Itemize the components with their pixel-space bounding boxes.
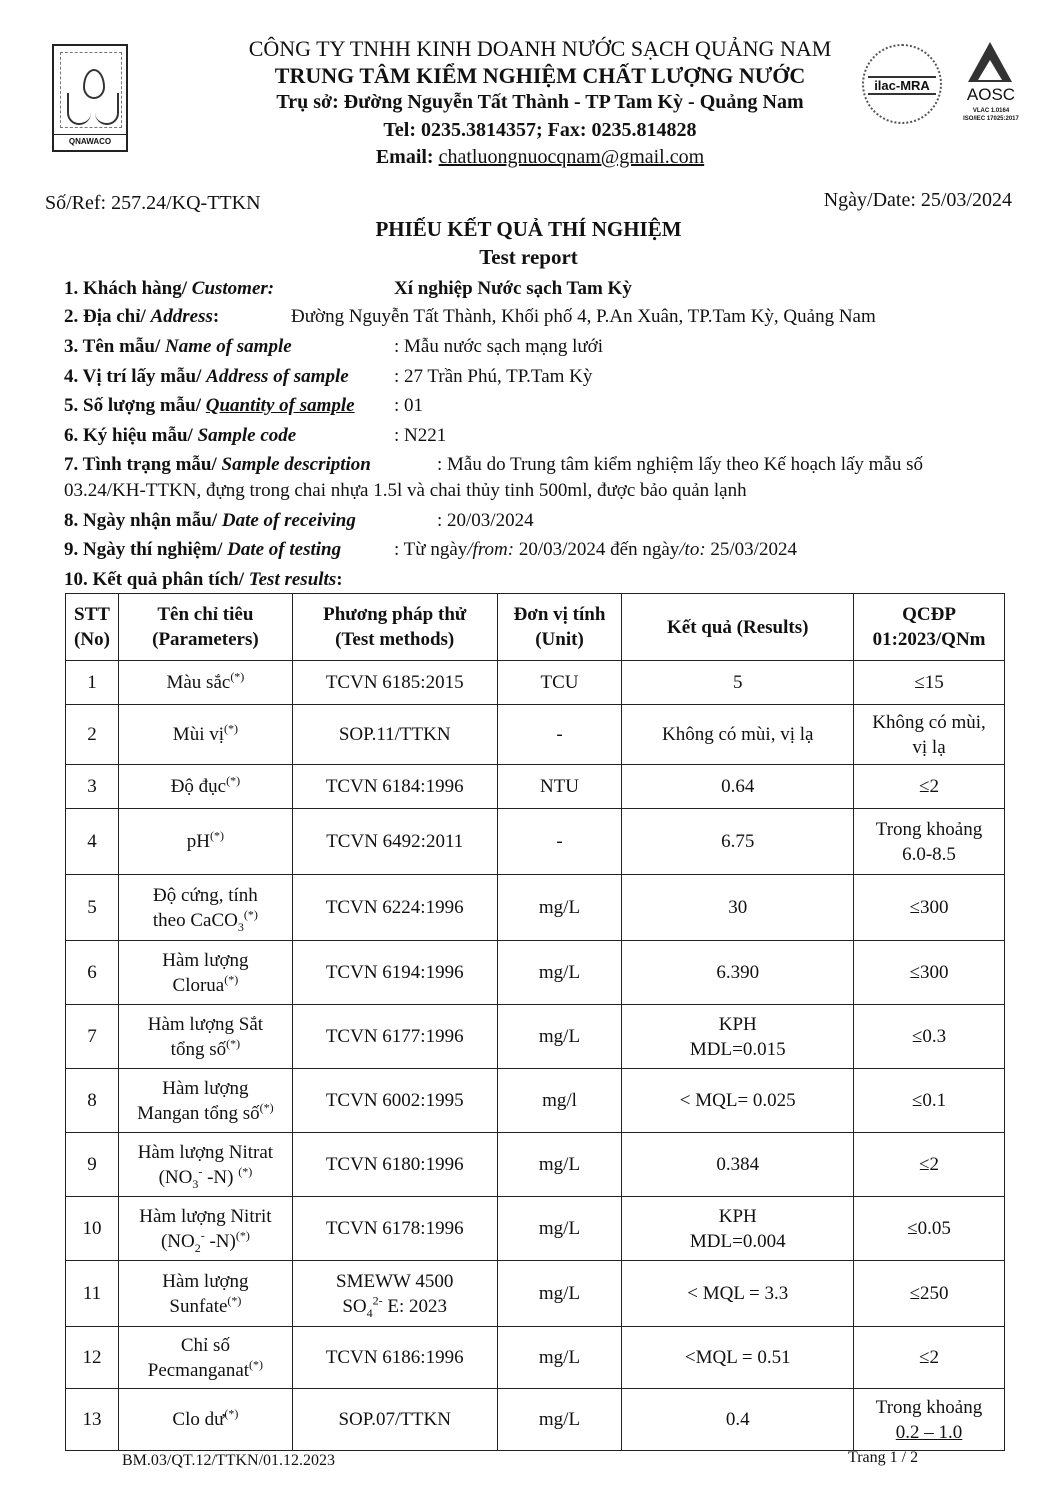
table-row: 4 pH(*) TCVN 6492:2011 - 6.75 Trong khoảng 6.0-8.5 xyxy=(66,809,1005,875)
testing-date-value: : Từ ngày/from: 20/03/2024 đến ngày/to: 25/03/2024 xyxy=(394,539,797,560)
aosc-text: AOSC xyxy=(966,85,1016,104)
info-sample-code: 6. Ký hiệu mẫu/ Sample code : N221 xyxy=(64,425,447,446)
customer-value: Xí nghiệp Nước sạch Tam Kỳ xyxy=(394,278,632,299)
info-sample-name: 3. Tên mẫu/ Name of sample : Mẫu nước sạch mạng lưới xyxy=(64,336,604,357)
aosc-vlac: VLAC 1.0164 xyxy=(972,108,1010,114)
info-quantity: 5. Số lượng mẫu/ Quantity of sample : 01 xyxy=(64,395,424,416)
info-customer: 1. Khách hàng/ Customer: Xí nghiệp Nước sạch Tam Kỳ xyxy=(64,278,632,299)
receive-date-value: : 20/03/2024 xyxy=(437,510,534,531)
email-label: Email: xyxy=(375,146,439,168)
table-row: 13 Clo dư(*) SOP.07/TTKN mg/L 0.4 Trong khoảng 0.2 – 1.0 xyxy=(66,1389,1005,1451)
table-row: 8 Hàm lượng Mangan tổng số(*) TCVN 6002:1995 mg/l < MQL= 0.025 ≤0.1 xyxy=(66,1069,1005,1133)
results-table xyxy=(65,593,1005,1451)
table-row: 12 Chỉ số Pecmanganat(*) TCVN 6186:1996 mg/L <MQL = 0.51 ≤2 xyxy=(66,1327,1005,1389)
company-name: CÔNG TY TNHH KINH DOANH NƯỚC SẠCH QUẢNG NAM xyxy=(248,36,832,61)
table-row: 7 Hàm lượng Sắt tổng số(*) TCVN 6177:1996 mg/L KPH MDL=0.015 ≤0.3 xyxy=(66,1005,1005,1069)
page-number: Trang 1 / 2 xyxy=(848,1449,919,1466)
info-address: 2. Địa chỉ/ Address: Đường Nguyễn Tất Thành, Khối phố 4, P.An Xuân, TP.Tam Kỳ, Quảng Nam xyxy=(64,306,876,327)
report-date: Ngày/Date: 25/03/2024 xyxy=(823,189,1012,211)
col-no: STT (No) xyxy=(66,594,119,661)
table-row: 11 Hàm lượng Sunfate(*) SMEWW 4500 $SO_4^{2-}$ E: 2023 mg/L < MQL = 3.3 ≤250 xyxy=(66,1261,1005,1327)
table-row: 9 Hàm lượng Nitrat ($NO_3^-$ -N) (*) TCVN 6180:1996 mg/L 0.384 ≤2 xyxy=(66,1133,1005,1197)
table-row: 6 Hàm lượng Clorua(*) TCVN 6194:1996 mg/L 6.390 ≤300 xyxy=(66,941,1005,1005)
table-header-row xyxy=(66,594,1005,661)
col-unit: Đơn vị tính (Unit) xyxy=(497,594,622,661)
aosc-iso: ISO/IEC 17025:2017 xyxy=(963,116,1019,122)
form-code: BM.03/QT.12/TTKN/01.12.2023 xyxy=(122,1452,336,1469)
info-testing-date: 9. Ngày thí nghiệm/ Date of testing : Từ ngày/from: 20/03/2024 đến ngày/to: 25/03/2024 xyxy=(64,539,797,560)
table-row: 5 Độ cứng, tính theo CaCO$_3$(*) TCVN 6224:1996 mg/L 30 ≤300 xyxy=(66,875,1005,941)
info-sample-location: 4. Vị trí lấy mẫu/ Address of sample : 27 Trần Phú, TP.Tam Kỳ xyxy=(64,366,593,387)
ilac-text: ilac-MRA xyxy=(868,76,936,95)
sample-code-value: : N221 xyxy=(394,425,447,446)
contact-email xyxy=(150,146,930,169)
table-row: 1 Màu sắc(*) TCVN 6185:2015 TCU 5 ≤15 xyxy=(66,661,1005,705)
table-row: 3 Độ đục(*) TCVN 6184:1996 NTU 0.64 ≤2 xyxy=(66,765,1005,809)
table-row: 10 Hàm lượng Nitrit ($NO_2^-$ -N)(*) TCVN 6178:1996 mg/L KPH MDL=0.004 ≤0.05 xyxy=(66,1197,1005,1261)
col-results: Kết quả (Results) xyxy=(622,594,854,661)
email-link[interactable]: chatluongnuocqnam@gmail.com xyxy=(438,146,705,168)
info-description: 7. Tình trạng mẫu/ Sample description : Mẫu do Trung tâm kiểm nghiệm lấy theo Kế hoạch lấy mẫu số xyxy=(64,454,924,475)
col-standard: QCĐP 01:2023/QNm xyxy=(854,594,1005,661)
quantity-value: : 01 xyxy=(394,395,424,416)
report-title: PHIẾU KẾT QUẢ THÍ NGHIỆM xyxy=(375,217,682,241)
info-description-line2: 03.24/KH-TTKN, đựng trong chai nhựa 1.5l và chai thủy tinh 500ml, được bảo quản lạnh xyxy=(64,480,747,501)
info-results-heading: 10. Kết quả phân tích/ Test results: xyxy=(64,569,343,590)
sample-location-value: : 27 Trần Phú, TP.Tam Kỳ xyxy=(394,366,593,387)
description-value: : Mẫu do Trung tâm kiểm nghiệm lấy theo Kế hoạch lấy mẫu số xyxy=(437,454,924,475)
ilac-mra-logo xyxy=(862,44,942,124)
table-row: 2 Mùi vị(*) SOP.11/TTKN - Không có mùi, vị lạ Không có mùi, vị lạ xyxy=(66,705,1005,765)
contact-phone: Tel: 0235.3814357; Fax: 0235.814828 xyxy=(383,119,697,141)
head-office-address: Trụ sở: Đường Nguyễn Tất Thành - TP Tam Kỳ - Quảng Nam xyxy=(276,91,804,113)
logo-caption: QNAWACO xyxy=(54,134,126,146)
center-name: TRUNG TÂM KIỂM NGHIỆM CHẤT LƯỢNG NƯỚC xyxy=(274,63,806,88)
sample-name-value: : Mẫu nước sạch mạng lưới xyxy=(394,336,604,357)
info-receive-date: 8. Ngày nhận mẫu/ Date of receiving : 20/03/2024 xyxy=(64,510,534,531)
company-logo xyxy=(52,44,128,152)
col-methods: Phương pháp thử (Test methods) xyxy=(292,594,497,661)
reference-number: Số/Ref: 257.24/KQ-TTKN xyxy=(45,192,261,214)
aosc-logo xyxy=(948,40,1034,130)
col-parameters: Tên chỉ tiêu (Parameters) xyxy=(118,594,292,661)
report-subtitle: Test report xyxy=(479,245,578,269)
address-value: Đường Nguyễn Tất Thành, Khối phố 4, P.An Xuân, TP.Tam Kỳ, Quảng Nam xyxy=(291,306,876,327)
